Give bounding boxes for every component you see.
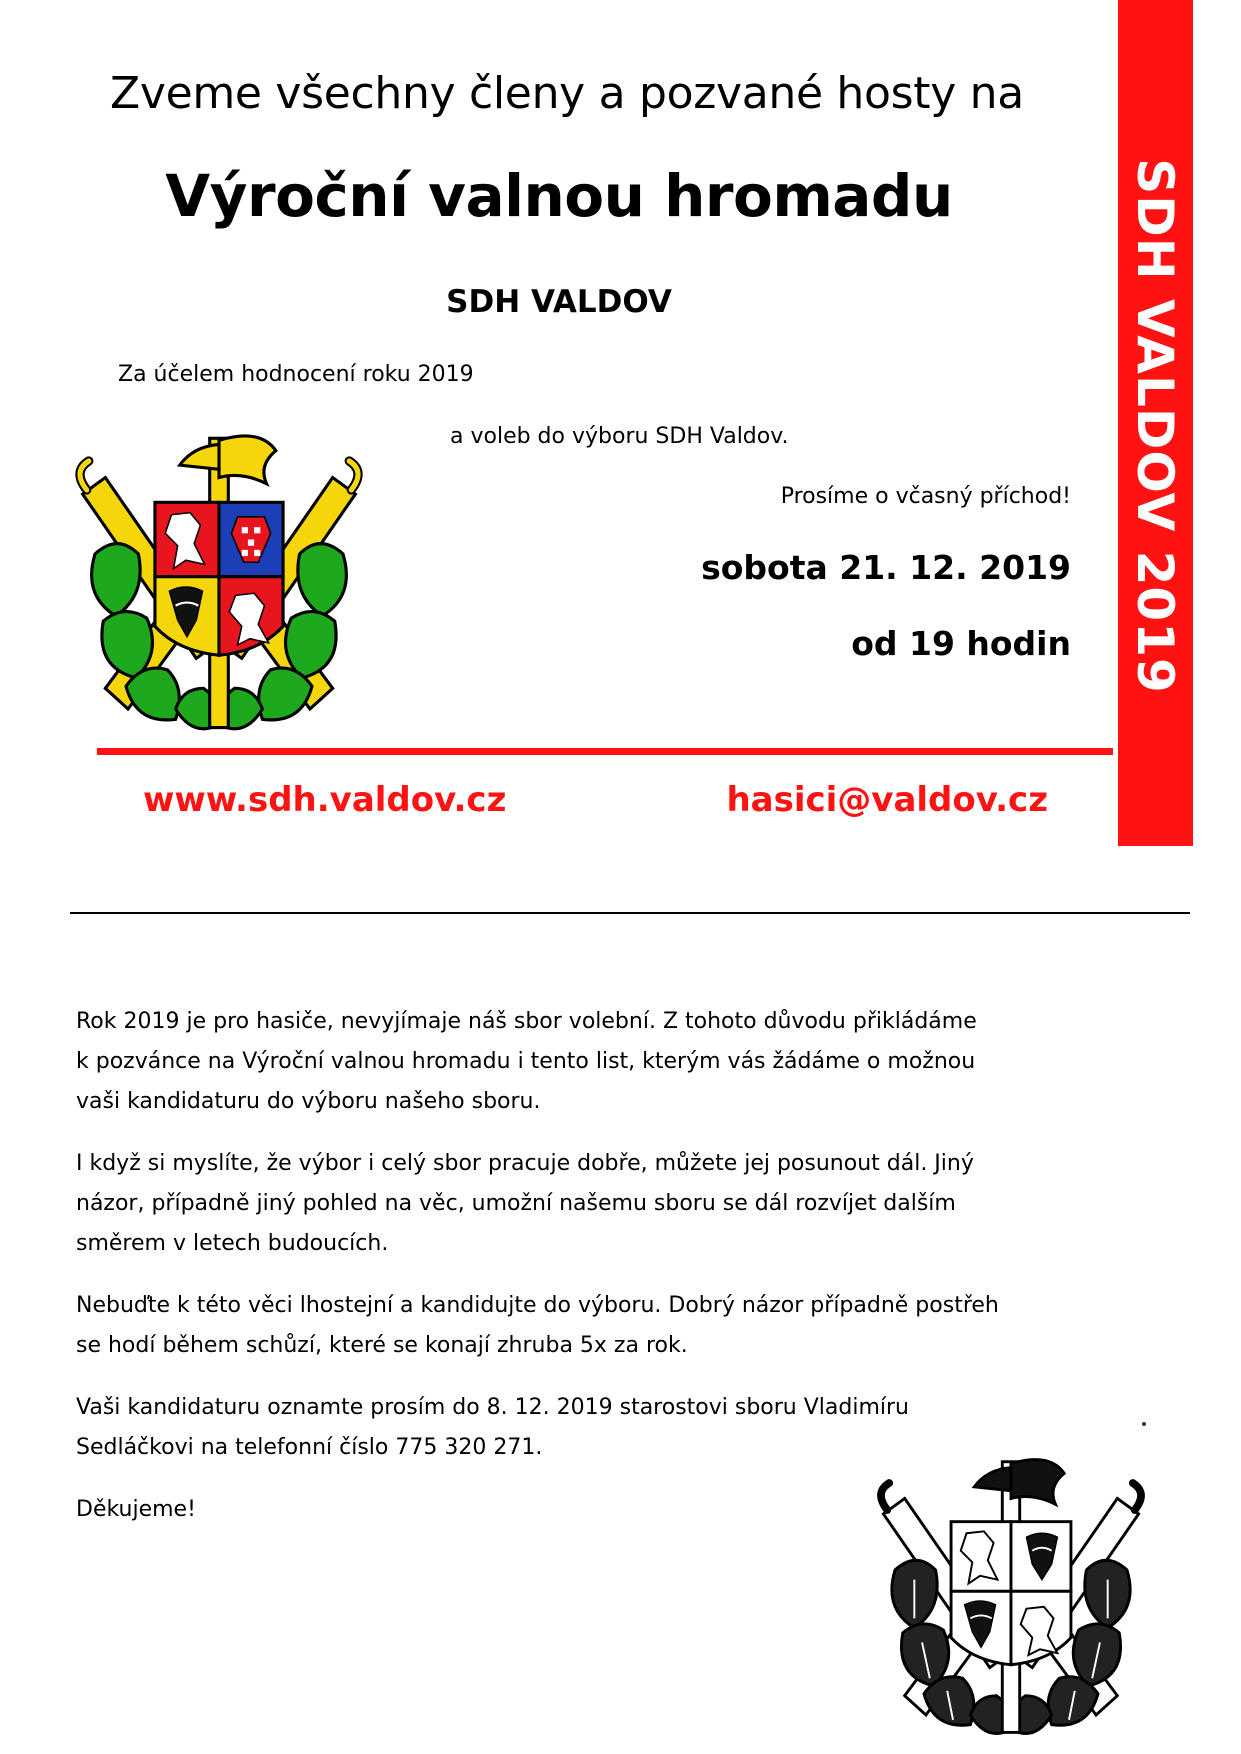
red-divider-line — [97, 748, 1113, 755]
event-title: Výroční valnou hromadu — [165, 162, 953, 230]
letter-paragraph-3: Nebuďte k této věci lhostejní a kandidujte do výboru. Dobrý názor případně postřeh se hodí během schůzí, které se konají zhruba 5x za rok. — [76, 1293, 999, 1358]
letter-paragraph-4: Vaši kandidaturu oznamte prosím do 8. 12. 2019 starostovi sboru Vladimíru Sedláčkovi na telefonní číslo 775 320 271. — [76, 1395, 909, 1460]
event-date: sobota 21. 12. 2019 — [701, 548, 1071, 587]
purpose-line-2: a voleb do výboru SDH Valdov. — [450, 424, 789, 449]
side-banner-text: SDH VALDOV 2019 — [1126, 158, 1184, 694]
please-arrive-note: Prosíme o včasný příchod! — [780, 484, 1071, 509]
stray-dot — [1142, 1422, 1146, 1426]
website-link[interactable]: www.sdh.valdov.cz — [143, 780, 507, 820]
email-link[interactable]: hasici@valdov.cz — [726, 780, 1048, 820]
side-banner — [1118, 0, 1193, 846]
fire-brigade-emblem-icon — [64, 430, 374, 740]
purpose-line-1: Za účelem hodnocení roku 2019 — [118, 362, 474, 387]
event-time: od 19 hodin — [851, 624, 1071, 663]
intro-text: Zveme všechny členy a pozvané hosty na — [110, 68, 1024, 119]
letter-closing: Děkujeme! — [76, 1497, 196, 1522]
organization-name: SDH VALDOV — [446, 284, 672, 320]
black-divider-line — [70, 912, 1190, 914]
fire-brigade-emblem-bw-icon — [866, 1454, 1156, 1744]
letter-paragraph-2: I když si myslíte, že výbor i celý sbor pracuje dobře, můžete jej posunout dál. Jiný názor, případně jiný pohled na věc, umožní našemu sboru se dál rozvíjet dalším směrem v letech budoucích. — [76, 1151, 974, 1256]
letter-paragraph-1: Rok 2019 je pro hasiče, nevyjímaje náš sbor volební. Z tohoto důvodu přikládáme k pozvánce na Výroční valnou hromadu i tento list, kterým vás žádáme o možnou vaši kandidaturu do výboru našeho sboru. — [76, 1009, 977, 1114]
